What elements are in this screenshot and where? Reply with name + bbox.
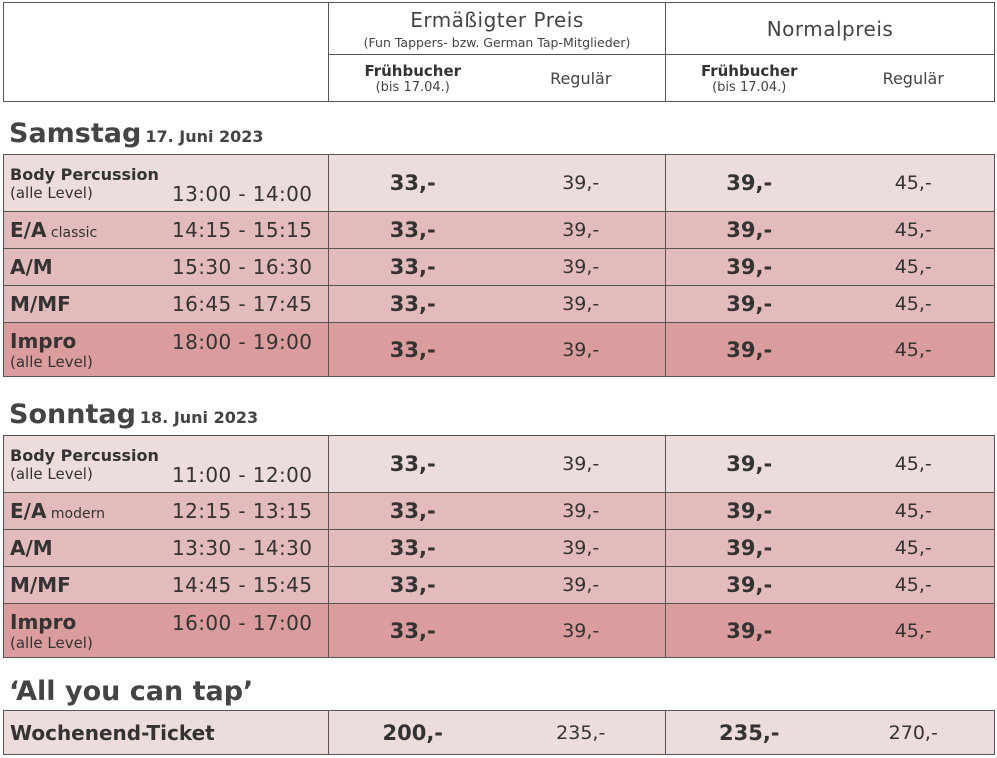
course-name: E/A modern xyxy=(10,499,105,523)
header-reduced-early xyxy=(329,55,497,102)
course-name: A/M xyxy=(10,255,53,279)
day-date: 18. Juni 2023 xyxy=(139,408,259,427)
header-normal-price xyxy=(666,3,995,55)
saturday-table xyxy=(3,154,995,377)
all-you-can-tap-heading: ‘All you can tap’ xyxy=(9,676,254,707)
regular-label: Regulär xyxy=(550,68,612,88)
course-level: (alle Level) xyxy=(10,464,93,483)
header-normal-regular xyxy=(833,55,995,102)
table-row xyxy=(4,567,995,604)
course-label-cell xyxy=(4,604,329,658)
normal-regular-price: 45,- xyxy=(833,567,995,604)
reduced-regular-price: 39,- xyxy=(497,155,666,212)
reduced-early-price: 33,- xyxy=(329,249,497,286)
normal-regular-price: 45,- xyxy=(833,249,995,286)
course-label-cell xyxy=(4,530,329,567)
course-suffix: modern xyxy=(46,506,105,522)
course-level: (alle Level) xyxy=(10,183,93,202)
normal-early-price: 39,- xyxy=(666,493,833,530)
reduced-regular-price: 39,- xyxy=(497,604,666,658)
table-row xyxy=(4,249,995,286)
table-row xyxy=(4,155,995,212)
course-name: Impro xyxy=(10,609,77,634)
reduced-regular-price: 39,- xyxy=(497,493,666,530)
ticket-name: Wochenend-Ticket xyxy=(10,720,215,745)
course-name: E/A classic xyxy=(10,218,98,242)
table-row xyxy=(4,323,995,377)
saturday-rows xyxy=(4,155,995,377)
ticket-label-cell xyxy=(4,711,329,755)
normal-regular-price: 45,- xyxy=(833,436,995,493)
reduced-early-price: 33,- xyxy=(329,212,497,249)
course-label-cell xyxy=(4,323,329,377)
saturday-heading xyxy=(9,118,264,149)
course-time: 18:00 - 19:00 xyxy=(172,330,313,354)
table-row xyxy=(4,493,995,530)
header-normal-early xyxy=(666,55,833,102)
table-row xyxy=(4,212,995,249)
table-row xyxy=(4,286,995,323)
course-level: (alle Level) xyxy=(10,352,93,371)
reduced-early-price: 33,- xyxy=(329,604,497,658)
table-row xyxy=(4,436,995,493)
course-time: 16:00 - 17:00 xyxy=(172,611,313,635)
normal-early-price: 235,- xyxy=(666,711,833,755)
course-label-cell xyxy=(4,249,329,286)
table-row xyxy=(4,604,995,658)
reduced-price-title: Ermäßigter Preis xyxy=(410,7,584,32)
course-name: A/M xyxy=(10,536,53,560)
table-row xyxy=(4,711,995,755)
normal-regular-price: 45,- xyxy=(833,212,995,249)
table-row xyxy=(4,530,995,567)
reduced-regular-price: 39,- xyxy=(497,323,666,377)
reduced-early-price: 33,- xyxy=(329,323,497,377)
early-note: (bis 17.04.) xyxy=(712,79,787,95)
reduced-regular-price: 39,- xyxy=(497,530,666,567)
normal-early-price: 39,- xyxy=(666,604,833,658)
course-name: M/MF xyxy=(10,292,71,316)
normal-regular-price: 45,- xyxy=(833,530,995,567)
reduced-regular-price: 39,- xyxy=(497,436,666,493)
reduced-early-price: 33,- xyxy=(329,436,497,493)
normal-early-price: 39,- xyxy=(666,567,833,604)
reduced-regular-price: 39,- xyxy=(497,286,666,323)
normal-regular-price: 45,- xyxy=(833,286,995,323)
normal-regular-price: 45,- xyxy=(833,604,995,658)
course-name: Body Percussion xyxy=(10,445,159,465)
early-label: Frühbucher xyxy=(700,61,798,80)
course-label-cell xyxy=(4,212,329,249)
course-level: (alle Level) xyxy=(10,633,93,652)
course-label-cell xyxy=(4,567,329,604)
reduced-early-price: 33,- xyxy=(329,286,497,323)
normal-regular-price: 45,- xyxy=(833,493,995,530)
course-label-cell xyxy=(4,436,329,493)
header-reduced-regular xyxy=(497,55,666,102)
day-name: Sonntag xyxy=(9,399,136,430)
normal-early-price: 39,- xyxy=(666,530,833,567)
regular-label: Regulär xyxy=(882,68,944,88)
course-time: 15:30 - 16:30 xyxy=(172,255,313,279)
reduced-early-price: 33,- xyxy=(329,155,497,212)
early-label: Frühbucher xyxy=(364,61,462,80)
weekend-ticket-table xyxy=(3,710,995,755)
normal-early-price: 39,- xyxy=(666,436,833,493)
reduced-regular-price: 39,- xyxy=(497,212,666,249)
reduced-early-price: 33,- xyxy=(329,567,497,604)
day-name: Samstag xyxy=(9,118,142,149)
reduced-early-price: 33,- xyxy=(329,530,497,567)
course-time: 16:45 - 17:45 xyxy=(172,292,313,316)
course-label-cell xyxy=(4,493,329,530)
normal-regular-price: 45,- xyxy=(833,323,995,377)
normal-early-price: 39,- xyxy=(666,323,833,377)
reduced-regular-price: 235,- xyxy=(497,711,666,755)
course-time: 14:45 - 15:45 xyxy=(172,573,313,597)
normal-early-price: 39,- xyxy=(666,212,833,249)
normal-early-price: 39,- xyxy=(666,286,833,323)
course-time: 11:00 - 12:00 xyxy=(172,463,313,487)
price-header xyxy=(3,2,995,102)
reduced-regular-price: 39,- xyxy=(497,249,666,286)
course-time: 13:00 - 14:00 xyxy=(172,182,313,206)
reduced-early-price: 33,- xyxy=(329,493,497,530)
course-suffix: classic xyxy=(46,225,98,241)
normal-early-price: 39,- xyxy=(666,155,833,212)
course-name: M/MF xyxy=(10,573,71,597)
reduced-early-price: 200,- xyxy=(329,711,497,755)
sunday-heading xyxy=(9,399,258,430)
early-note: (bis 17.04.) xyxy=(375,79,450,95)
reduced-regular-price: 39,- xyxy=(497,567,666,604)
normal-price-title: Normalpreis xyxy=(766,16,894,41)
normal-regular-price: 270,- xyxy=(833,711,995,755)
day-date: 17. Juni 2023 xyxy=(145,127,264,146)
normal-regular-price: 45,- xyxy=(833,155,995,212)
header-reduced-price xyxy=(329,3,666,55)
course-time: 13:30 - 14:30 xyxy=(172,536,313,560)
course-name: Body Percussion xyxy=(10,164,159,184)
sunday-table xyxy=(3,435,995,658)
course-label-cell xyxy=(4,155,329,212)
course-name: Impro xyxy=(10,328,77,353)
reduced-price-note: (Fun Tappers- bzw. German Tap-Mitglieder) xyxy=(363,34,631,50)
course-time: 14:15 - 15:15 xyxy=(172,218,313,242)
normal-early-price: 39,- xyxy=(666,249,833,286)
course-time: 12:15 - 13:15 xyxy=(172,499,313,523)
course-label-cell xyxy=(4,286,329,323)
header-corner xyxy=(4,3,329,102)
sunday-rows xyxy=(4,436,995,658)
